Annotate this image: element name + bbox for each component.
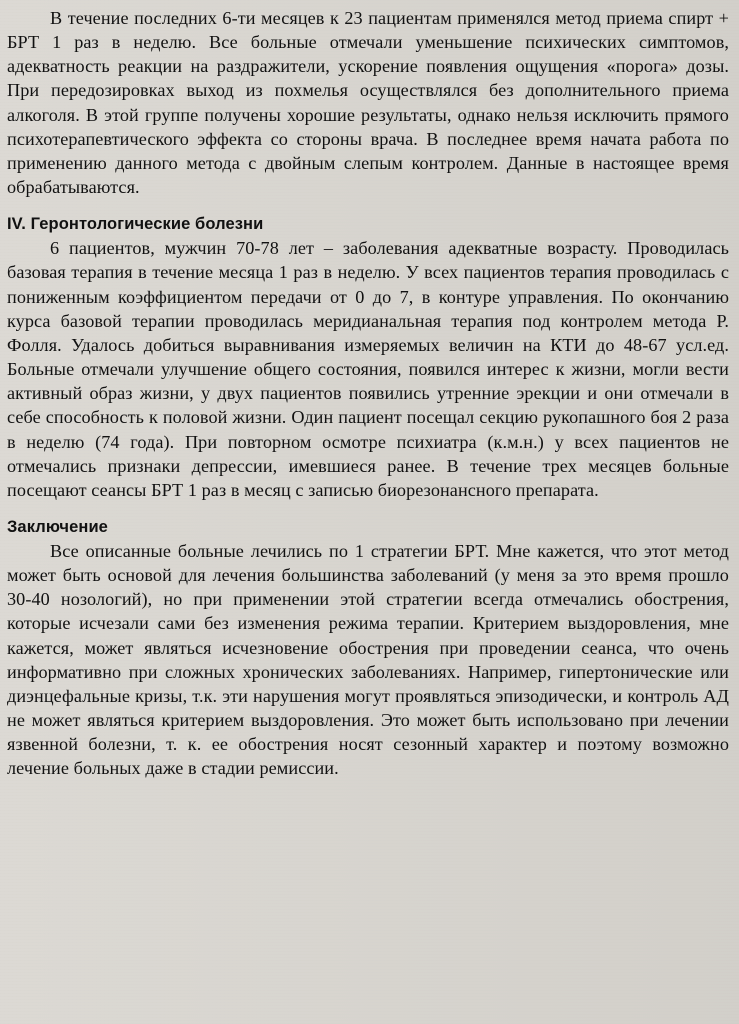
intro-section	[7, 6, 729, 199]
paragraph-conclusion: Все описанные больные лечились по 1 стратегии БРТ. Мне кажется, что этот метод может быть основой для лечения большинства заболеваний (у меня за это время прошло 30-40 нозологий), но при применении этой стратегии всегда отмечались обострения, которые исчезали сами без изменения режима терапии. Критерием выздоровления, мне кажется, может являться исчезновение обострения при проведении сеанса, что очень информативно при сложных хронических заболеваниях. Например, гипертонические или диэнцефальные кризы, т.к. эти нарушения могут проявляться эпизодически, и контроль АД не может являться критерием выздоровления. Это может быть использовано при лечении язвенной болезни, т. к. ее обострения носят сезонный характер и поэтому возможно лечение больных даже в стадии ремиссии.	[7, 540, 729, 779]
conclusion-section	[7, 515, 729, 781]
section-heading-conclusion: Заключение	[7, 517, 108, 536]
geriatric-section	[7, 212, 729, 502]
paragraph-alcohol-treatment: В течение последних 6-ти месяцев к 23 пациентам применялся метод приема спирт + БРТ 1 раз в неделю. Все больные отмечали уменьшение психических симптомов, адекватность реакции на раздражители, ускорение появления ощущения «порога» дозы. При передозировках выход из похмелья осуществлялся без дополнительного приема алкоголя. В этой группе получены хорошие результаты, однако нельзя исключить прямого психотерапевтического эффекта со стороны врача. В последнее время начата работа по применению данного метода с двойным слепым контролем. Данные в настоящее время обрабатываются.	[7, 8, 729, 198]
section-spacer	[7, 502, 729, 515]
paragraph-geriatric-treatment: 6 пациентов, мужчин 70-78 лет – заболевания адекватные возрасту. Проводилась базовая терапия в течение месяца 1 раз в неделю. У всех пациентов терапия проводилась с пониженным коэффициентом передачи от 0 до 7, в контуре управления. По окончанию курса базовой терапии проводилась меридианальная терапия под контролем метода Р. Фолля. Удалось добиться выравнивания измеряемых величин на КТИ до 48-67 усл.ед. Больные отмечали улучшение общего состояния, появился интерес к жизни, могли вести активный образ жизни, у двух пациентов появились утренние эрекции и они отмечали в себе способность к половой жизни. Один пациент посещал секцию рукопашного боя 2 раза в неделю (74 года). При повторном осмотре психиатра (к.м.н.) у всех пациентов не отмечались признаки депрессии, имевшиеся ранее. В течение трех месяцев больные посещают сеансы БРТ 1 раз в месяц с записью биорезонансного препарата.	[7, 238, 729, 500]
section-heading-geriatric: IV. Геронтологические болезни	[7, 215, 264, 234]
section-spacer	[7, 199, 729, 212]
